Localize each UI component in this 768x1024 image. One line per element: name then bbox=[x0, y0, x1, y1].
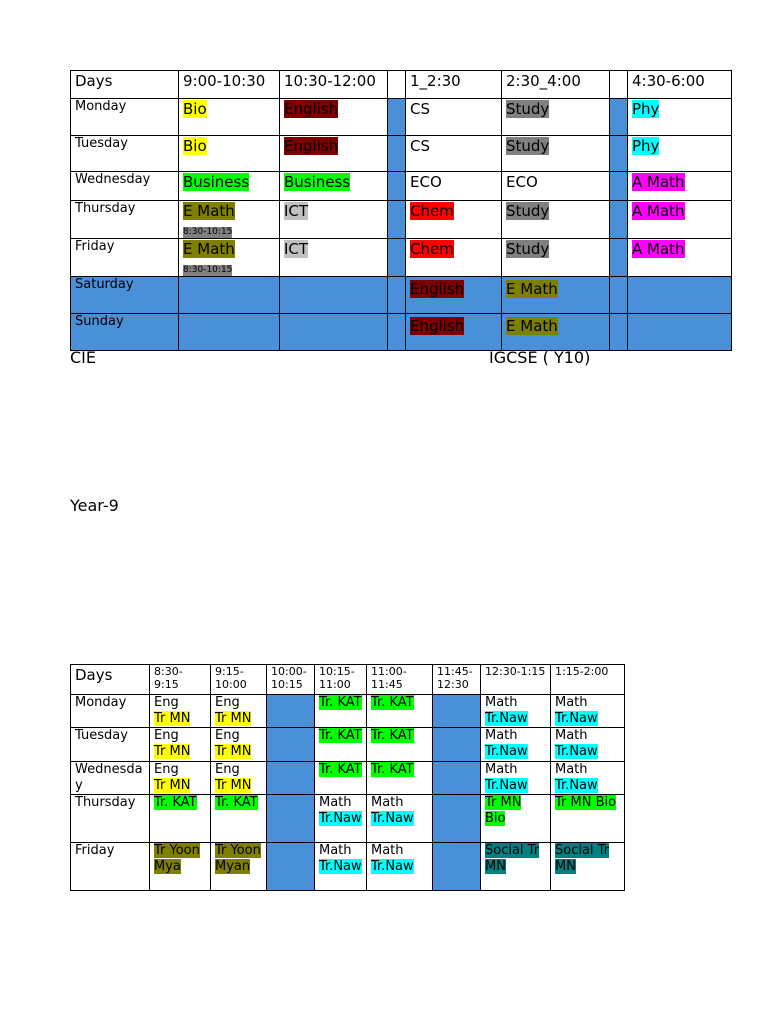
teacher-label: Tr.Naw bbox=[555, 778, 598, 793]
lesson-cell bbox=[315, 843, 367, 891]
lesson-label: English bbox=[410, 317, 465, 335]
lesson-cell bbox=[502, 201, 610, 239]
lesson-cell bbox=[502, 239, 610, 277]
lesson-cell bbox=[406, 99, 502, 136]
lesson-label: English bbox=[284, 100, 339, 118]
table-row bbox=[71, 277, 732, 314]
teacher-label: Tr MN Bio bbox=[485, 795, 522, 826]
teacher-label: Tr.Naw bbox=[319, 811, 362, 826]
header-days: Days bbox=[71, 71, 179, 99]
year9-label: Year-9 bbox=[70, 496, 119, 515]
lesson-cell bbox=[179, 239, 280, 277]
lesson-cell bbox=[406, 277, 502, 314]
day-cell: Tuesday bbox=[71, 728, 150, 762]
teacher-label: Tr. KAT bbox=[319, 728, 362, 743]
teacher-label: Tr MN bbox=[215, 711, 252, 726]
break-cell bbox=[610, 136, 628, 172]
subject-label: Eng bbox=[154, 762, 179, 777]
subject-label: Math bbox=[485, 762, 518, 777]
teacher-label: Tr. KAT bbox=[371, 728, 414, 743]
table-row bbox=[71, 314, 732, 351]
lesson-cell bbox=[551, 695, 625, 728]
lesson-cell bbox=[315, 728, 367, 762]
day-cell: Sunday bbox=[71, 314, 179, 351]
lesson-cell bbox=[280, 136, 388, 172]
lesson-label: English bbox=[410, 280, 465, 298]
teacher-label: Tr. KAT bbox=[154, 795, 197, 810]
day-cell: Friday bbox=[71, 843, 150, 891]
lesson-cell bbox=[280, 201, 388, 239]
lesson-cell bbox=[150, 695, 211, 728]
lesson-cell bbox=[502, 314, 610, 351]
lesson-label: CS bbox=[410, 100, 430, 118]
lesson-cell bbox=[211, 843, 267, 891]
header-days: Days bbox=[71, 665, 150, 695]
break-cell bbox=[267, 795, 315, 843]
lesson-cell bbox=[211, 728, 267, 762]
teacher-label: Tr.Naw bbox=[555, 744, 598, 759]
break-cell bbox=[433, 843, 481, 891]
header-slot-6: 11:45-12:30 bbox=[433, 665, 481, 695]
igcse-timetable bbox=[70, 70, 732, 351]
table-row bbox=[71, 239, 732, 277]
header-row bbox=[71, 665, 625, 695]
lesson-label: ICT bbox=[284, 202, 309, 220]
lesson-label: Study bbox=[506, 202, 550, 220]
break-cell bbox=[388, 201, 406, 239]
table-row bbox=[71, 762, 625, 795]
lesson-cell bbox=[179, 172, 280, 201]
teacher-label: Tr MN bbox=[154, 744, 191, 759]
teacher-label: Tr MN bbox=[154, 711, 191, 726]
lesson-label: E Math bbox=[183, 240, 235, 258]
table-row bbox=[71, 728, 625, 762]
empty-cell bbox=[280, 314, 388, 351]
header-slot-2: 9:15-10:00 bbox=[211, 665, 267, 695]
lesson-label: E Math bbox=[506, 317, 558, 335]
lesson-cell bbox=[502, 277, 610, 314]
day-cell: Friday bbox=[71, 239, 179, 277]
lesson-cell bbox=[481, 762, 551, 795]
lesson-cell bbox=[551, 795, 625, 843]
subject-label: Math bbox=[485, 728, 518, 743]
teacher-label: Tr MN bbox=[215, 778, 252, 793]
header-break-1 bbox=[388, 71, 406, 99]
lesson-label: ICT bbox=[284, 240, 309, 258]
lesson-cell bbox=[150, 843, 211, 891]
lesson-cell bbox=[150, 762, 211, 795]
teacher-label: Tr MN bbox=[154, 778, 191, 793]
break-cell bbox=[388, 99, 406, 136]
break-cell bbox=[388, 172, 406, 201]
table-row bbox=[71, 172, 732, 201]
lesson-cell bbox=[211, 762, 267, 795]
lesson-label: Business bbox=[284, 173, 351, 191]
teacher-label: Tr.Naw bbox=[485, 778, 528, 793]
lesson-cell bbox=[551, 762, 625, 795]
lesson-cell bbox=[406, 201, 502, 239]
break-cell bbox=[433, 728, 481, 762]
header-slot-7: 12:30-1:15 bbox=[481, 665, 551, 695]
lesson-cell bbox=[211, 695, 267, 728]
lesson-cell bbox=[315, 762, 367, 795]
lesson-cell bbox=[628, 172, 732, 201]
header-slot-5: 2:30_4:00 bbox=[502, 71, 610, 99]
header-row bbox=[71, 71, 732, 99]
lesson-cell bbox=[367, 843, 433, 891]
empty-cell bbox=[628, 277, 732, 314]
lesson-cell bbox=[150, 795, 211, 843]
day-cell: Tuesday bbox=[71, 136, 179, 172]
lesson-label: Business bbox=[183, 173, 250, 191]
break-cell bbox=[610, 172, 628, 201]
break-cell bbox=[267, 728, 315, 762]
teacher-label: Tr.Naw bbox=[485, 711, 528, 726]
lesson-cell bbox=[367, 762, 433, 795]
lesson-label: Study bbox=[506, 240, 550, 258]
subject-label: Eng bbox=[215, 695, 240, 710]
lesson-time-note: 8:30-10:15 bbox=[183, 265, 233, 275]
lesson-cell bbox=[150, 728, 211, 762]
empty-cell bbox=[179, 277, 280, 314]
lesson-label: A Math bbox=[632, 240, 685, 258]
subject-label: Math bbox=[555, 728, 588, 743]
lesson-cell bbox=[367, 695, 433, 728]
table-row bbox=[71, 795, 625, 843]
lesson-label: ECO bbox=[410, 173, 442, 191]
empty-cell bbox=[280, 277, 388, 314]
lesson-cell bbox=[406, 239, 502, 277]
day-cell: Saturday bbox=[71, 277, 179, 314]
lesson-cell bbox=[315, 795, 367, 843]
header-slot-3: 10:00-10:15 bbox=[267, 665, 315, 695]
lesson-label: CS bbox=[410, 137, 430, 155]
lesson-label: English bbox=[284, 137, 339, 155]
subject-label: Math bbox=[371, 795, 404, 810]
header-slot-1: 9:00-10:30 bbox=[179, 71, 280, 99]
day-cell: Thursday bbox=[71, 795, 150, 843]
igcse-label: IGCSE ( Y10) bbox=[489, 348, 591, 367]
lesson-cell bbox=[179, 136, 280, 172]
header-slot-8: 1:15-2:00 bbox=[551, 665, 625, 695]
lesson-label: Bio bbox=[183, 100, 207, 118]
break-cell bbox=[610, 201, 628, 239]
subject-label: Eng bbox=[154, 695, 179, 710]
lesson-label: E Math bbox=[183, 202, 235, 220]
lesson-cell bbox=[406, 314, 502, 351]
lesson-time-note: 8:30-10:15 bbox=[183, 227, 233, 237]
year9-timetable bbox=[70, 664, 625, 891]
table-row bbox=[71, 201, 732, 239]
day-cell: Thursday bbox=[71, 201, 179, 239]
subject-label: Eng bbox=[215, 762, 240, 777]
lesson-label: Study bbox=[506, 100, 550, 118]
lesson-cell bbox=[406, 136, 502, 172]
subject-label: Math bbox=[319, 795, 352, 810]
lesson-cell bbox=[481, 843, 551, 891]
lesson-label: Chem bbox=[410, 240, 454, 258]
teacher-label: Tr. KAT bbox=[215, 795, 258, 810]
lesson-cell bbox=[551, 728, 625, 762]
break-cell bbox=[433, 695, 481, 728]
break-cell bbox=[433, 762, 481, 795]
lesson-cell bbox=[406, 172, 502, 201]
teacher-label: Tr.Naw bbox=[319, 859, 362, 874]
teacher-label: Tr Yoon Mya bbox=[154, 843, 200, 874]
lesson-cell bbox=[481, 695, 551, 728]
teacher-label: Tr. KAT bbox=[319, 762, 362, 777]
subject-label: Math bbox=[555, 695, 588, 710]
subject-label: Math bbox=[371, 843, 404, 858]
day-cell: Wednesday bbox=[71, 762, 150, 795]
table-row bbox=[71, 136, 732, 172]
break-cell bbox=[388, 136, 406, 172]
header-slot-7: 4:30-6:00 bbox=[628, 71, 732, 99]
teacher-label: Tr.Naw bbox=[371, 859, 414, 874]
day-cell: Monday bbox=[71, 695, 150, 728]
subject-label: Math bbox=[485, 695, 518, 710]
empty-cell bbox=[628, 314, 732, 351]
lesson-cell bbox=[481, 795, 551, 843]
break-cell bbox=[610, 314, 628, 351]
teacher-label: Social Tr MN bbox=[485, 843, 540, 874]
header-slot-2: 10:30-12:00 bbox=[280, 71, 388, 99]
subject-label: Eng bbox=[215, 728, 240, 743]
break-cell bbox=[388, 239, 406, 277]
header-slot-1: 8:30-9:15 bbox=[150, 665, 211, 695]
lesson-cell bbox=[628, 239, 732, 277]
lesson-cell bbox=[367, 728, 433, 762]
lesson-cell bbox=[367, 795, 433, 843]
cie-label: CIE bbox=[70, 348, 96, 367]
break-cell bbox=[388, 277, 406, 314]
lesson-cell bbox=[211, 795, 267, 843]
lesson-cell bbox=[628, 201, 732, 239]
header-slot-5: 11:00-11:45 bbox=[367, 665, 433, 695]
lesson-label: ECO bbox=[506, 173, 538, 191]
subject-label: Math bbox=[319, 843, 352, 858]
empty-cell bbox=[179, 314, 280, 351]
lesson-label: Chem bbox=[410, 202, 454, 220]
break-cell bbox=[610, 277, 628, 314]
table-row bbox=[71, 843, 625, 891]
lesson-label: Phy bbox=[632, 137, 660, 155]
lesson-cell bbox=[481, 728, 551, 762]
lesson-cell bbox=[551, 843, 625, 891]
lesson-cell bbox=[179, 99, 280, 136]
day-cell: Wednesday bbox=[71, 172, 179, 201]
lesson-label: A Math bbox=[632, 173, 685, 191]
break-cell bbox=[388, 314, 406, 351]
teacher-label: Tr.Naw bbox=[485, 744, 528, 759]
break-cell bbox=[610, 99, 628, 136]
break-cell bbox=[433, 795, 481, 843]
lesson-cell bbox=[280, 239, 388, 277]
teacher-label: Tr MN bbox=[215, 744, 252, 759]
lesson-cell bbox=[502, 172, 610, 201]
lesson-cell bbox=[280, 172, 388, 201]
break-cell bbox=[267, 762, 315, 795]
header-break-2 bbox=[610, 71, 628, 99]
lesson-label: Study bbox=[506, 137, 550, 155]
teacher-label: Tr.Naw bbox=[555, 711, 598, 726]
teacher-label: Tr Yoon Myan bbox=[215, 843, 261, 874]
lesson-cell bbox=[280, 99, 388, 136]
teacher-label: Social Tr MN bbox=[555, 843, 610, 874]
lesson-label: E Math bbox=[506, 280, 558, 298]
lesson-label: A Math bbox=[632, 202, 685, 220]
table-row bbox=[71, 99, 732, 136]
header-slot-4: 10:15-11:00 bbox=[315, 665, 367, 695]
header-slot-4: 1_2:30 bbox=[406, 71, 502, 99]
teacher-label: Tr. KAT bbox=[319, 695, 362, 710]
lesson-label: Bio bbox=[183, 137, 207, 155]
lesson-cell bbox=[179, 201, 280, 239]
subject-label: Eng bbox=[154, 728, 179, 743]
lesson-cell bbox=[628, 99, 732, 136]
table-row bbox=[71, 695, 625, 728]
break-cell bbox=[267, 843, 315, 891]
lesson-cell bbox=[315, 695, 367, 728]
lesson-cell bbox=[502, 136, 610, 172]
break-cell bbox=[267, 695, 315, 728]
teacher-label: Tr.Naw bbox=[371, 811, 414, 826]
subject-label: Math bbox=[555, 762, 588, 777]
teacher-label: Tr MN Bio bbox=[555, 795, 617, 810]
break-cell bbox=[610, 239, 628, 277]
day-cell: Monday bbox=[71, 99, 179, 136]
lesson-label: Phy bbox=[632, 100, 660, 118]
teacher-label: Tr. KAT bbox=[371, 762, 414, 777]
teacher-label: Tr. KAT bbox=[371, 695, 414, 710]
lesson-cell bbox=[502, 99, 610, 136]
lesson-cell bbox=[628, 136, 732, 172]
